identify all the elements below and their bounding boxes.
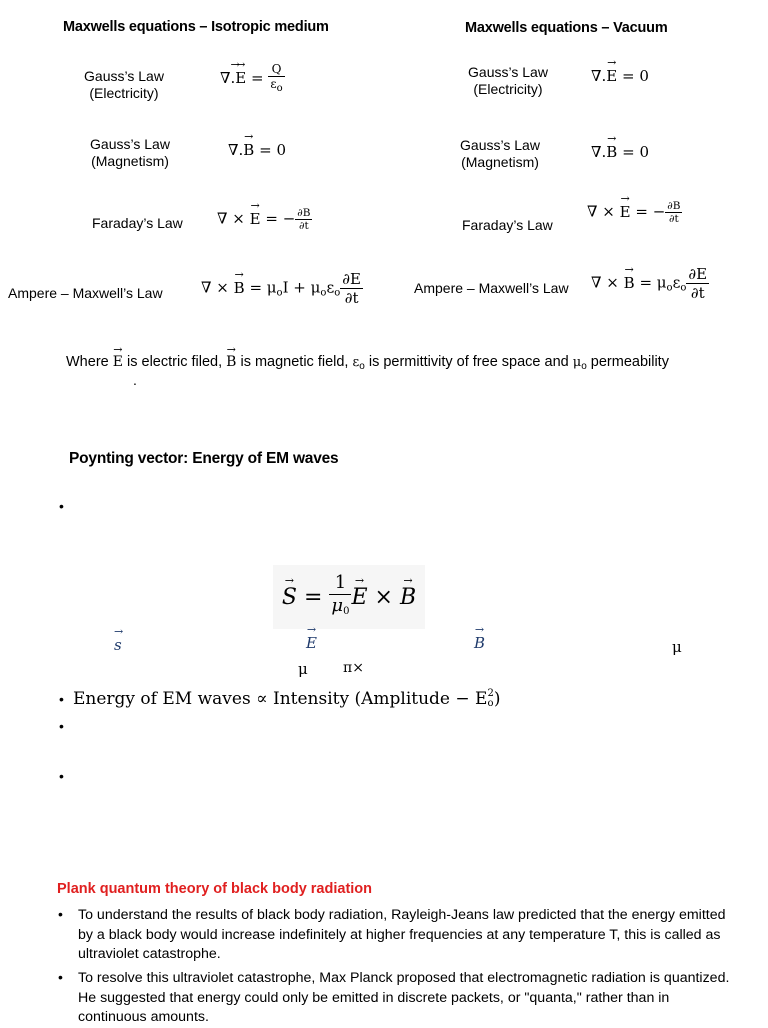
left-gauss-electricity-label: Gauss’s Law (Electricity) [84, 68, 164, 101]
plank-point-1: To understand the results of black body radiation, Rayleigh-Jeans law predicted that the energy emitted by a black body would increase indefinitely at higher frequencies at any temperature T, this is called as ultraviolet catastrophe. [78, 907, 726, 962]
energy-line: Energy of EM waves ∝ Intensity (Amplitude − E 2 o ) [73, 688, 501, 709]
bullet-4: • [59, 768, 64, 784]
plank-title: Plank quantum theory of black body radiation [57, 881, 373, 897]
stray-mu-mid: μ [298, 660, 308, 678]
stray-mu-right: μ [672, 638, 682, 656]
bullet-2: • [59, 691, 64, 707]
right-gauss-electricity-equation: ∇.→ E = 0 [591, 67, 649, 85]
stray-b-symbol: → B [474, 634, 485, 652]
plank-point-2: To resolve this ultraviolet catastrophe, Max Planck proposed that electromagnetic radiation is quantized. He suggested that energy could only be emitted in discrete packets, or "quanta," rather than in continuous amounts. [78, 970, 730, 1025]
where-note: Where → E is electric filed, → B is magnetic field, $\varepsilon_o$ is permittivity of free space and $\mu_o$ permeability [66, 354, 669, 372]
left-faraday-equation: ∇ × → E = − $\frac{\partial B}{\partial t}$ [217, 207, 312, 232]
header-isotropic: Maxwells equations – Isotropic medium [63, 19, 329, 35]
right-gauss-electricity-label: Gauss’s Law (Electricity) [468, 64, 548, 97]
stray-e-symbol: → E [306, 634, 317, 652]
stray-pi-times: π× [343, 660, 364, 676]
left-ampere-equation: ∇ × → $B = \mu_oI + \mu_o\varepsilon_o$ $\frac{\partial E}{\partial t}$ [201, 270, 363, 307]
right-ampere-equation: ∇ × → $B = \mu_o\varepsilon_o$ $\frac{\partial E}{\partial t}$ [591, 265, 709, 302]
stray-s-symbol: → s [114, 636, 122, 654]
right-faraday-label: Faraday’s Law [462, 217, 553, 233]
poynting-heading: Poynting vector: Energy of EM waves [69, 450, 339, 467]
plank-bullet-1: • [58, 906, 63, 922]
left-gauss-magnetism-label: Gauss’s Law (Magnetism) [90, 136, 170, 169]
stray-dot: . [133, 372, 137, 388]
poynting-formula-image: → S = $\frac{1}{\mu_0}$ → E × → B [273, 565, 425, 629]
right-gauss-magnetism-label: Gauss’s Law (Magnetism) [460, 137, 540, 170]
right-gauss-magnetism-equation: ∇.→ B = 0 [591, 143, 649, 161]
left-gauss-electricity-equation: ∇→ .→ E = $\frac{Q}{\varepsilon_o}$ [220, 62, 285, 96]
header-vacuum: Maxwells equations – Vacuum [465, 20, 668, 36]
left-gauss-magnetism-equation: ∇.→ B = 0 [228, 141, 286, 159]
bullet-3: • [59, 718, 64, 734]
right-faraday-equation: ∇ × → E = − $\frac{\partial B}{\partial t}$ [587, 200, 682, 225]
left-faraday-label: Faraday’s Law [92, 215, 183, 231]
plank-bullet-2: • [58, 969, 63, 985]
bullet-1: • [59, 498, 64, 514]
right-ampere-label: Ampere – Maxwell’s Law [414, 280, 569, 296]
left-ampere-label: Ampere – Maxwell’s Law [8, 285, 163, 301]
